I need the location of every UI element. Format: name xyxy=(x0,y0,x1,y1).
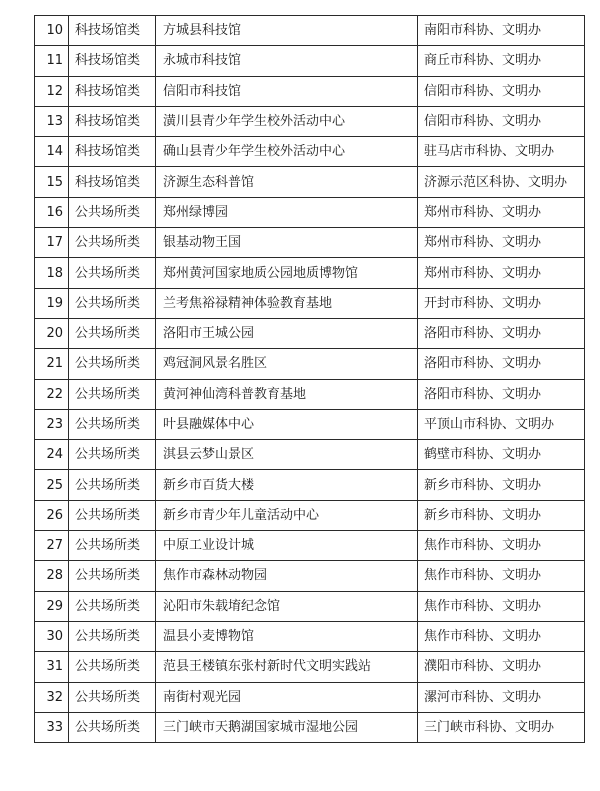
row-number-cell: 30 xyxy=(35,621,69,651)
venue-name-cell: 方城县科技馆 xyxy=(156,16,418,46)
recommending-org-cell: 郑州市科协、文明办 xyxy=(418,197,585,227)
table-row xyxy=(35,197,585,227)
table-row xyxy=(35,591,585,621)
venue-type-cell: 公共场所类 xyxy=(69,197,156,227)
venue-type-cell: 公共场所类 xyxy=(69,652,156,682)
recommending-org-cell: 郑州市科协、文明办 xyxy=(418,228,585,258)
row-number-cell: 15 xyxy=(35,167,69,197)
venue-type-cell: 公共场所类 xyxy=(69,409,156,439)
row-number-cell: 25 xyxy=(35,470,69,500)
table-row xyxy=(35,531,585,561)
recommending-org-cell: 驻马店市科协、文明办 xyxy=(418,137,585,167)
row-number-cell: 11 xyxy=(35,46,69,76)
table-row xyxy=(35,500,585,530)
venue-name-cell: 郑州黄河国家地质公园地质博物馆 xyxy=(156,258,418,288)
recommending-org-cell: 焦作市科协、文明办 xyxy=(418,621,585,651)
venue-type-cell: 科技场馆类 xyxy=(69,46,156,76)
venue-type-cell: 公共场所类 xyxy=(69,682,156,712)
table-row xyxy=(35,621,585,651)
venue-type-cell: 公共场所类 xyxy=(69,288,156,318)
venue-name-cell: 新乡市百货大楼 xyxy=(156,470,418,500)
row-number-cell: 28 xyxy=(35,561,69,591)
venue-type-cell: 公共场所类 xyxy=(69,228,156,258)
venue-name-cell: 确山县青少年学生校外活动中心 xyxy=(156,137,418,167)
recommending-org-cell: 焦作市科协、文明办 xyxy=(418,531,585,561)
row-number-cell: 18 xyxy=(35,258,69,288)
table-row xyxy=(35,318,585,348)
table-row xyxy=(35,379,585,409)
venue-type-cell: 科技场馆类 xyxy=(69,106,156,136)
venue-type-cell: 公共场所类 xyxy=(69,470,156,500)
table-row xyxy=(35,16,585,46)
venue-name-cell: 黄河神仙湾科普教育基地 xyxy=(156,379,418,409)
venue-type-cell: 公共场所类 xyxy=(69,531,156,561)
table-row xyxy=(35,652,585,682)
recommending-org-cell: 洛阳市科协、文明办 xyxy=(418,379,585,409)
row-number-cell: 14 xyxy=(35,137,69,167)
venue-name-cell: 三门峡市天鹅湖国家城市湿地公园 xyxy=(156,712,418,742)
recommending-org-cell: 漯河市科协、文明办 xyxy=(418,682,585,712)
table-row xyxy=(35,470,585,500)
table-row xyxy=(35,76,585,106)
venue-name-cell: 南街村观光园 xyxy=(156,682,418,712)
table-row xyxy=(35,682,585,712)
row-number-cell: 20 xyxy=(35,318,69,348)
row-number-cell: 31 xyxy=(35,652,69,682)
recommending-org-cell: 信阳市科协、文明办 xyxy=(418,106,585,136)
recommending-org-cell: 商丘市科协、文明办 xyxy=(418,46,585,76)
row-number-cell: 10 xyxy=(35,16,69,46)
venue-name-cell: 信阳市科技馆 xyxy=(156,76,418,106)
row-number-cell: 32 xyxy=(35,682,69,712)
venue-type-cell: 科技场馆类 xyxy=(69,76,156,106)
recommending-org-cell: 新乡市科协、文明办 xyxy=(418,470,585,500)
recommending-org-cell: 焦作市科协、文明办 xyxy=(418,591,585,621)
table-row xyxy=(35,106,585,136)
venue-name-cell: 焦作市森林动物园 xyxy=(156,561,418,591)
venue-name-cell: 沁阳市朱载堉纪念馆 xyxy=(156,591,418,621)
recommending-org-cell: 开封市科协、文明办 xyxy=(418,288,585,318)
venue-name-cell: 范县王楼镇东张村新时代文明实践站 xyxy=(156,652,418,682)
recommending-org-cell: 洛阳市科协、文明办 xyxy=(418,349,585,379)
venue-name-cell: 郑州绿博园 xyxy=(156,197,418,227)
venue-name-cell: 洛阳市王城公园 xyxy=(156,318,418,348)
row-number-cell: 26 xyxy=(35,500,69,530)
recommending-org-cell: 平顶山市科协、文明办 xyxy=(418,409,585,439)
venues-table xyxy=(34,15,585,743)
venue-name-cell: 永城市科技馆 xyxy=(156,46,418,76)
row-number-cell: 17 xyxy=(35,228,69,258)
row-number-cell: 19 xyxy=(35,288,69,318)
venue-type-cell: 科技场馆类 xyxy=(69,16,156,46)
venue-name-cell: 济源生态科普馆 xyxy=(156,167,418,197)
recommending-org-cell: 南阳市科协、文明办 xyxy=(418,16,585,46)
venue-name-cell: 鸡冠洞风景名胜区 xyxy=(156,349,418,379)
venue-name-cell: 叶县融媒体中心 xyxy=(156,409,418,439)
table-row xyxy=(35,46,585,76)
recommending-org-cell: 郑州市科协、文明办 xyxy=(418,258,585,288)
venues-table-body xyxy=(35,16,585,743)
venue-type-cell: 公共场所类 xyxy=(69,349,156,379)
table-row xyxy=(35,349,585,379)
recommending-org-cell: 焦作市科协、文明办 xyxy=(418,561,585,591)
row-number-cell: 12 xyxy=(35,76,69,106)
table-row xyxy=(35,167,585,197)
venue-type-cell: 科技场馆类 xyxy=(69,167,156,197)
recommending-org-cell: 洛阳市科协、文明办 xyxy=(418,318,585,348)
venue-type-cell: 公共场所类 xyxy=(69,318,156,348)
venue-type-cell: 公共场所类 xyxy=(69,561,156,591)
recommending-org-cell: 新乡市科协、文明办 xyxy=(418,500,585,530)
venue-name-cell: 温县小麦博物馆 xyxy=(156,621,418,651)
recommending-org-cell: 信阳市科协、文明办 xyxy=(418,76,585,106)
recommending-org-cell: 济源示范区科协、文明办 xyxy=(418,167,585,197)
venue-type-cell: 公共场所类 xyxy=(69,621,156,651)
recommending-org-cell: 三门峡市科协、文明办 xyxy=(418,712,585,742)
venue-type-cell: 科技场馆类 xyxy=(69,137,156,167)
venue-name-cell: 新乡市青少年儿童活动中心 xyxy=(156,500,418,530)
row-number-cell: 23 xyxy=(35,409,69,439)
row-number-cell: 22 xyxy=(35,379,69,409)
venue-name-cell: 银基动物王国 xyxy=(156,228,418,258)
venue-type-cell: 公共场所类 xyxy=(69,258,156,288)
table-row xyxy=(35,561,585,591)
table-row xyxy=(35,409,585,439)
recommending-org-cell: 濮阳市科协、文明办 xyxy=(418,652,585,682)
row-number-cell: 24 xyxy=(35,440,69,470)
row-number-cell: 21 xyxy=(35,349,69,379)
venue-name-cell: 淇县云梦山景区 xyxy=(156,440,418,470)
row-number-cell: 27 xyxy=(35,531,69,561)
table-row xyxy=(35,288,585,318)
table-row xyxy=(35,712,585,742)
row-number-cell: 29 xyxy=(35,591,69,621)
table-row xyxy=(35,440,585,470)
venue-type-cell: 公共场所类 xyxy=(69,591,156,621)
venue-type-cell: 公共场所类 xyxy=(69,440,156,470)
venue-name-cell: 潢川县青少年学生校外活动中心 xyxy=(156,106,418,136)
table-row xyxy=(35,228,585,258)
venue-type-cell: 公共场所类 xyxy=(69,712,156,742)
recommending-org-cell: 鹤壁市科协、文明办 xyxy=(418,440,585,470)
venue-name-cell: 中原工业设计城 xyxy=(156,531,418,561)
venue-type-cell: 公共场所类 xyxy=(69,500,156,530)
venue-name-cell: 兰考焦裕禄精神体验教育基地 xyxy=(156,288,418,318)
row-number-cell: 13 xyxy=(35,106,69,136)
table-row xyxy=(35,258,585,288)
table-row xyxy=(35,137,585,167)
row-number-cell: 16 xyxy=(35,197,69,227)
venue-type-cell: 公共场所类 xyxy=(69,379,156,409)
row-number-cell: 33 xyxy=(35,712,69,742)
